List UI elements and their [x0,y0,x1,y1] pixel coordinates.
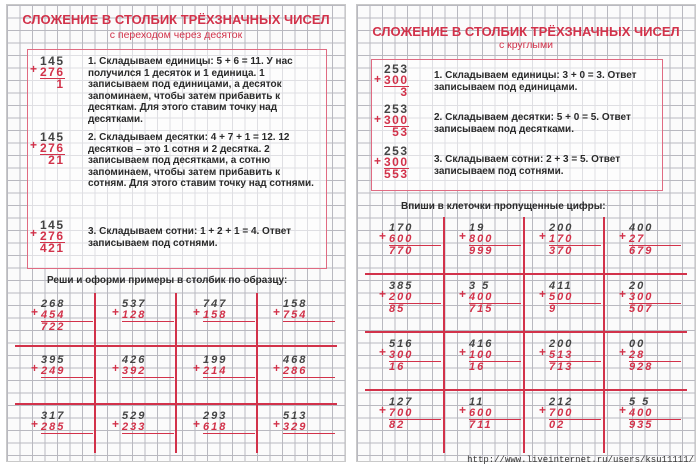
example-addend: 800 [469,233,494,245]
addition-example [379,338,441,373]
example-addend: 27 [629,233,646,245]
example-addend: 233 [122,421,147,433]
example-addend: 300 [389,349,414,361]
addition-example [31,354,93,389]
plus-sign: + [539,403,547,417]
example-addend: 426 [122,354,147,366]
grid-divider [603,217,605,453]
example-column [469,397,521,431]
left-title: СЛОЖЕНИЕ В СТОЛБИК ТРЁХЗНАЧНЫХ ЧИСЕЛ [22,12,330,27]
plus-sign: + [30,226,38,240]
addition-example [273,298,335,333]
example-column [203,299,255,333]
example-addend: 400 [629,407,654,419]
addition-example [379,280,441,315]
example-addend: 200 [549,222,574,234]
example-result[interactable] [283,321,335,333]
grid-divider [365,389,687,391]
example-column [122,411,174,445]
addition-example [459,396,521,431]
plus-sign: + [112,361,120,375]
plus-sign: + [193,305,201,319]
example-result[interactable] [122,321,174,333]
example-addend: 329 [283,421,308,433]
example-addend: 212 [549,396,574,408]
example-result[interactable] [41,377,93,389]
example-addend: 500 [549,291,574,303]
example-result[interactable]: 16 [469,361,521,373]
source-url: http://www.liveinternet.ru/users/ksu11111/ [467,455,694,465]
grid-divider [443,217,445,453]
example-addend: 286 [283,365,308,377]
addition-example [459,280,521,315]
example-column [629,339,681,373]
example-result[interactable]: 82 [389,419,441,431]
grid-divider [256,293,258,453]
addition-example [112,298,174,333]
plus-sign: + [379,345,387,359]
example-addend: 200 [549,338,574,350]
right-step1-column: 253 300 3 [384,62,409,99]
example-column [283,355,335,389]
example-result[interactable] [283,433,335,445]
example-addend: 317 [41,410,66,422]
example-column [549,281,601,315]
example-addend: 395 [41,354,66,366]
left-step1-column: 145 276 1 [40,54,65,91]
addition-example [539,338,601,373]
grid-divider [94,293,96,453]
example-column [41,299,93,333]
example-column [122,355,174,389]
right-subtitle: с круглыми [498,39,554,51]
plus-sign: + [459,287,467,301]
grid-divider [15,403,337,405]
example-result[interactable]: 928 [629,361,681,373]
addition-example [539,222,601,257]
addition-example [193,354,255,389]
example-column [41,355,93,389]
grid-divider [365,273,687,275]
plus-sign: + [112,417,120,431]
example-result[interactable]: 370 [549,245,601,257]
addition-example [619,280,681,315]
grid-divider [365,331,687,333]
example-result[interactable]: 722 [41,321,93,333]
example-result[interactable]: 715 [469,303,521,315]
addition-example [619,396,681,431]
example-column [469,223,521,257]
example-addend: 285 [41,421,66,433]
example-column [629,223,681,257]
example-addend: 392 [122,365,147,377]
plus-sign: + [379,403,387,417]
plus-sign: + [273,361,281,375]
plus-sign: + [619,229,627,243]
plus-sign: + [31,305,39,319]
right-step2-column: 253 300 53 [384,102,409,139]
example-column [549,223,601,257]
plus-sign: + [539,229,547,243]
example-addend: 19 [469,222,486,234]
right-step1-text: 1. Складываем единицы: 3 + 0 = 3. Ответ записываем под единицами. [434,70,637,93]
plus-sign: + [539,287,547,301]
left-step3-text: 3. Складываем сотни: 1 + 2 + 1 = 4. Ответ записываем под сотнями. [88,226,292,249]
addition-example [31,410,93,445]
plus-sign: + [379,229,387,243]
example-result[interactable] [122,377,174,389]
example-addend: 199 [203,354,228,366]
example-result[interactable] [203,321,255,333]
addition-example [459,222,521,257]
example-addend: 127 [389,396,414,408]
plus-sign: + [31,417,39,431]
example-result[interactable]: 16 [389,361,441,373]
grid-divider [523,217,525,453]
example-addend: 3 5 [469,280,491,292]
example-column [389,397,441,431]
example-result[interactable] [283,377,335,389]
right-step3-text: 3. Складываем сотни: 2 + 3 = 5. Ответ записываем под сотнями. [434,154,621,177]
plus-sign: + [539,345,547,359]
example-addend: 400 [629,222,654,234]
addition-example [112,410,174,445]
addition-example [459,338,521,373]
example-addend: 170 [389,222,414,234]
addition-example [273,410,335,445]
addition-example [273,354,335,389]
plus-sign: + [379,287,387,301]
right-rules-box [371,59,663,191]
example-addend: 128 [122,309,147,321]
grid-divider [175,293,177,453]
example-result[interactable]: 9 [549,303,601,315]
example-addend: 158 [283,298,308,310]
plus-sign: + [459,229,467,243]
example-result[interactable]: 713 [549,361,601,373]
plus-sign: + [374,72,382,86]
plus-sign: + [193,417,201,431]
plus-sign: + [619,403,627,417]
example-column [469,281,521,315]
example-column [629,397,681,431]
addition-example [619,222,681,257]
example-addend: 700 [389,407,414,419]
example-addend: 00 [629,338,646,350]
plus-sign: + [30,138,38,152]
example-addend: 747 [203,298,228,310]
grid-divider [15,345,337,347]
example-addend: 700 [549,407,574,419]
example-addend: 385 [389,280,414,292]
addition-example [193,298,255,333]
example-column [41,411,93,445]
example-column [469,339,521,373]
example-result[interactable] [122,433,174,445]
example-result[interactable]: 679 [629,245,681,257]
left-subtitle: с переходом через десяток [109,29,243,41]
example-result[interactable] [203,377,255,389]
example-addend: 516 [389,338,414,350]
left-rules-box [27,49,327,269]
example-addend: 618 [203,421,228,433]
left-step2-text: 2. Складываем десятки: 4 + 7 + 1 = 12. 12 десятков – это 1 сотня и 2 десятка. 2 записываем под десятками, а сотню запоминаем, чтобы затем прибавить к сотням. Для этого ставим точку над сотнями. [88,132,314,189]
example-result[interactable]: 770 [389,245,441,257]
example-result[interactable]: 711 [469,419,521,431]
example-column [549,339,601,373]
example-addend: 513 [549,349,574,361]
example-addend: 200 [389,291,414,303]
example-column [389,223,441,257]
addition-example [112,354,174,389]
example-addend: 249 [41,365,66,377]
example-addend: 100 [469,349,494,361]
example-column [283,411,335,445]
example-addend: 20 [629,280,646,292]
example-addend: 537 [122,298,147,310]
right-step3-column: 253 300 553 [384,144,409,181]
example-addend: 158 [203,309,228,321]
example-addend: 11 [469,396,485,408]
example-result[interactable] [203,433,255,445]
right-step2-text: 2. Складываем десятки: 5 + 0 = 5. Ответ записываем под десятками. [434,112,631,135]
example-addend: 214 [203,365,228,377]
example-addend: 300 [629,291,654,303]
example-addend: 600 [469,407,494,419]
example-column [629,281,681,315]
plus-sign: + [30,62,38,76]
example-addend: 400 [469,291,494,303]
right-title: СЛОЖЕНИЕ В СТОЛБИК ТРЁХЗНАЧНЫХ ЧИСЕЛ [372,24,680,39]
plus-sign: + [619,287,627,301]
example-addend: 468 [283,354,308,366]
example-column [389,281,441,315]
example-addend: 170 [549,233,574,245]
plus-sign: + [273,305,281,319]
addition-example [31,298,93,333]
addition-example [193,410,255,445]
plus-sign: + [273,417,281,431]
example-addend: 529 [122,410,147,422]
left-worksheet-page [6,4,346,462]
plus-sign: + [459,403,467,417]
plus-sign: + [374,112,382,126]
example-column [122,299,174,333]
example-addend: 411 [549,280,573,292]
right-task-instruction: Впиши в клеточки пропущенные цифры: [401,201,606,212]
plus-sign: + [619,345,627,359]
left-step1-text: 1. Складываем единицы: 5 + 6 = 11. У нас получился 1 десяток и 1 единица. 1 записываем под единицами, а десяток запоминаем, чтобы затем прибавить к десяткам. Для этого ставим точку над десятками. [88,56,293,125]
example-addend: 416 [469,338,494,350]
plus-sign: + [459,345,467,359]
example-result[interactable]: 999 [469,245,521,257]
plus-sign: + [112,305,120,319]
addition-example [539,396,601,431]
addition-example [379,222,441,257]
plus-sign: + [374,154,382,168]
example-addend: 28 [629,349,646,361]
example-column [283,299,335,333]
example-result[interactable]: 935 [629,419,681,431]
right-worksheet-page [356,4,696,462]
example-addend: 454 [41,309,66,321]
addition-example [539,280,601,315]
example-addend: 5 5 [629,396,651,408]
example-addend: 293 [203,410,228,422]
left-step2-column: 145 276 21 [40,130,65,167]
plus-sign: + [193,361,201,375]
plus-sign: + [31,361,39,375]
example-addend: 268 [41,298,66,310]
addition-example [379,396,441,431]
example-addend: 754 [283,309,308,321]
example-addend: 513 [283,410,308,422]
left-task-instruction: Реши и оформи примеры в столбик по образцу: [47,275,288,286]
left-step3-column: 145 276 421 [40,218,65,255]
example-column [203,411,255,445]
example-column [389,339,441,373]
example-result[interactable]: 85 [389,303,441,315]
example-column [203,355,255,389]
example-result[interactable]: 02 [549,419,601,431]
example-result[interactable] [41,433,93,445]
example-addend: 600 [389,233,414,245]
example-column [549,397,601,431]
example-result[interactable]: 507 [629,303,681,315]
addition-example [619,338,681,373]
